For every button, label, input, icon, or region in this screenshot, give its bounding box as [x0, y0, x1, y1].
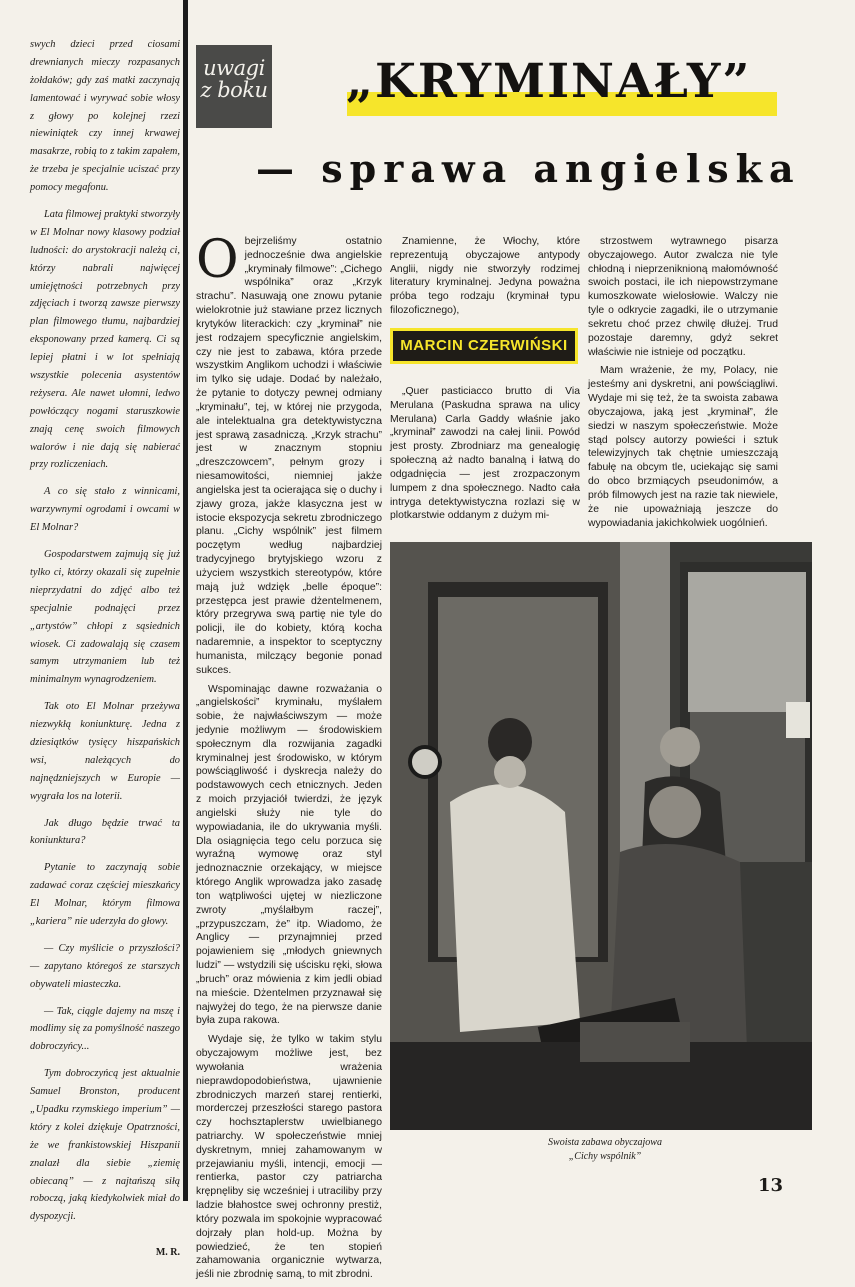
- body-column-2: [390, 235, 580, 323]
- film-still-illustration: [390, 542, 812, 1130]
- left-paragraph: Tak oto El Molnar przeżywa niezwykłą koniunkturę. Jedna z dziesiątków tysięcy hiszpańskich wsi, należących do najnędzniejszych w Europie — wygrała los na loterii.: [30, 701, 180, 802]
- body-paragraph: Wspominając dawne rozważania o „angielskości” kryminału, myślałem sobie, że najwłaściwszym — może jedynie możliwym — środowiskiem społecznym dla rozwijania zagadki kryminalnej jest środowisko, w którym powściągliwość i dyskrecja należy do podstawowych cech etnicznych. Jeden z moich przyjaciół twierdzi, że język angielski służy nie tyle do wypowiadania, ile do ukrywania myśli. Dla osiągnięcia tego celu porzuca się wyraźną wymowę oraz styl jednoznacznie orzekający, w miejsce którego Anglik wprowadza jako zasadę ton wątpliwości ujętej w niezliczone zwroty „myślałbym raczej”, „przypuszczam, że” itp. Wiadomo, że Anglicy — przynajmniej przed pojawieniem się „młodych gniewnych ludzi” — wstydzili się uścisku ręki, słowa „bruch” oraz mówienia z kim jedli obiad na mieście. Dżentelmen przyznawał się najwyżej do tego, że na pierwsze danie była zupa rakowa.: [196, 683, 382, 1027]
- left-signature: M. R.: [155, 1247, 180, 1259]
- body-paragraph: [196, 230, 382, 678]
- body-column-1: [196, 230, 382, 1287]
- left-paragraph: Jak długo będzie trwać ta koniunktura?: [30, 817, 180, 847]
- body-column-2-continued: [390, 385, 580, 528]
- body-column-3: [588, 235, 778, 535]
- body-paragraph: Znamienne, że Włochy, które reprezentują obyczajowe antypody Anglii, nigdy nie stworzyły rodzimej literatury kryminalnej. Jedyna poważna próba tego rodzaju (kryminał typu filozoficznego),: [390, 236, 580, 317]
- page-number: 13: [758, 1175, 784, 1196]
- left-column-article: [30, 36, 180, 1259]
- left-paragraph: — Czy myślicie o przyszłości? — zapytano któregoś ze starszych obywateli miasteczka.: [30, 942, 180, 990]
- column-divider: [183, 0, 188, 1201]
- left-paragraph: Lata filmowej praktyki stworzyły w El Molnar nowy klasowy podział ludności: do arystokracji należą ci, którzy nabrali najwięcej umiejętności potrzebnych przy zdjęciach i tworzą zawsze pierwszy plan filmowego tłumu, najbardziej eksponowany przed kamerą. Ci są lepiej płatni i w lot spełniają wszystkie polecenia asystentów reżysera. Ale nawet ułomni, ledwo powłóczący nogami staruszkowie znają cenę swoich filmowych walorów i nie dają się nabierać przy rozliczeniach.: [30, 209, 180, 471]
- left-paragraph: — Tak, ciągle dajemy na mszę i modlimy się za pomyślność naszego dobroczyńcy...: [30, 1005, 180, 1053]
- left-paragraph: A co się stało z winnicami, warzywnymi ogrodami i owcami w El Molnar?: [30, 486, 180, 534]
- left-paragraph: Tym dobroczyńcą jest aktualnie Samuel Bronston, producent „Upadku rzymskiego imperium” — który z kolei dziękuje Opatrzności, że we frankistowskiej Hiszpanii znalazł dla siebie „ziemię obiecaną” — z najtańszą siłą roboczą, jaką kiedykolwiek miał do dyspozycji.: [30, 1068, 180, 1223]
- caption-line-2: „Cichy wspólnik”: [568, 1150, 642, 1162]
- section-badge: [196, 45, 272, 128]
- body-paragraph: Wydaje się, że tylko w takim stylu obyczajowym możliwe jest, bez wywołania wrażenia nieprawdopodobieństwa, ujawnienie zbrodniczych marzeń starej rentierki, morderczej przeszłości starego pastora czy hochsztaplerstw uwielbianego patriarchy. W społeczeństwie mniej dyskretnym, mniej zahamowanym w przejawianiu myśli, intencji, emocji — rentierka, pastor czy patriarcha krępnęliby się wcześniej i utraciliby przy ladzie błahostce swej ochronny prestiż, który pozwala im spokojnie wypracować dojrzały plan hold-up. Można by powiedzieć, że ten stopień zahamowania organicznie wytwarza, jeśli nie zbrodnię samą, to mit zbrodni.: [196, 1034, 382, 1281]
- left-paragraph: Gospodarstwem zajmują się już tylko ci, którzy okazali się zupełnie nieprzydatni do zdjęć albo też specjalnie podnajęci przez „artystów” chłopi z sąsiednich wiosek. Ci zadowalają się czasem samym utrzymaniem lub też minimalnym wynagrodzeniem.: [30, 549, 180, 686]
- body-paragraph: „Quer pasticiacco brutto di Via Merulana (Paskudna sprawa na ulicy Merulana) Carla Gaddy właśnie jako „kryminał” zawodzi na całej linii. Powód jest prosty. Zbrodniarz ma genealogię społeczną aż nadto banalną i łatwą do odgadnięcia — jest zrozpaczonym lumpem z dna społecznego. Nadto cała intryga detektywistyczna rozlazi się w plotkarstwie oddanym z dużym mi-: [390, 386, 580, 522]
- body-paragraph: Mam wrażenie, że my, Polacy, nie jesteśmy ani dyskretni, ani powściągliwi. Wydaje mi się też, że ta swoista zabawa obyczajowa, jaką jest „kryminał”, źle siedzi w naszym społeczeństwie. Może stąd polscy autorzy powieści i sztuk telewizyjnych tak chętnie umieszczają fabułę na obcym tle, uciekając się sami do obco brzmiących pseudonimów, a prób filmowych jest na razie tak niewiele, że nie upoważniają jeszcze do wypowiadania jakichkolwiek uogólnień.: [588, 365, 778, 529]
- drop-cap: O: [196, 230, 239, 290]
- badge-line-2: z boku: [200, 78, 268, 103]
- article-subtitle: — sprawa angielska: [256, 146, 801, 191]
- article-title: „KRYMINAŁY”: [346, 54, 752, 109]
- left-paragraph: swych dzieci przed ciosami drewnianych mieczy rozpasanych żołdaków; gdy zaś matki zaczynają lamentować i wyrywać sobie włosy z głowy po kolejnej rzezi niewiniątek czy innej krwawej masakrze, robią to z takim zapałem, że trzeba je specjalnie uciszać przy pomocy megafonu.: [30, 39, 180, 194]
- badge-line-1: uwagi: [203, 56, 265, 80]
- author-byline: MARCIN CZERWIŃSKI: [390, 328, 578, 364]
- film-still-photo: [390, 542, 812, 1130]
- body-paragraph: strzostwem wytrawnego pisarza obyczajowego. Autor zwalcza nie tyle chłodną i nieprzeniknioną małomówność swoich postaci, ile ich niepowstrzymane kumoszkowate wielosłowie. Walczy nie tyle o odkrycie zagadki, ile o utrzymanie sekretu choć przez chwilę dłużej. Trud pozostaje daremny, gdyż sekret właściwie nie istnieje od początku.: [588, 236, 778, 358]
- caption-line-1: Swoista zabawa obyczajowa: [548, 1137, 662, 1148]
- left-paragraph: Pytanie to zaczynają sobie zadawać coraz częściej mieszkańcy El Molnar, którym filmowa „kariera” nie uderzyła do głowy.: [30, 862, 180, 927]
- photo-caption: [480, 1136, 730, 1163]
- first-paragraph-text: bejrzeliśmy ostatnio jednocześnie dwa angielskie „kryminały filmowe”: „Cichego wspólnika” oraz „Krzyk strachu”. Nasuwają one znowu pytanie wielokrotnie już stawiane przez licznych krytyków literackich: czy „kryminał” nie jest rodzajem specyficznie angielskim, czy nie jest to zabawa, która przede wszystkim Anglikom uchodzi i właściwie im tylko się udaje. Dodać by należało, że pytanie to dotyczy pewnej odmiany „kryminału”, tej, w której nie przygoda, ale intelektualna gra detektywistyczna jest sprawą zasadniczą. „Krzyk strachu” jest w znacznym stopniu „dreszczowcem”, pełnym grozy i niesamowitości, niemniej jakże angielska jest ta ocierająca się o duchy i zjawy groza, jakże klasyczna jest w istocie ekspozycja sekretu zbrodniczego planu. „Cichy wspólnik” jest filmem poczętym według najbardziej tradycyjnego brytyjskiego wzoru z użyciem wszystkich stereotypów, które mają już wdzięk „belle époque”: przestępca jest prawie dżentelmenem, który przegrywa swą partię nie tyle do policji, ile do kobiety, którą kocha nadaremnie, a inspektor to sceptyczny humanista, milczący begonie ponad sukces.: [196, 236, 382, 676]
